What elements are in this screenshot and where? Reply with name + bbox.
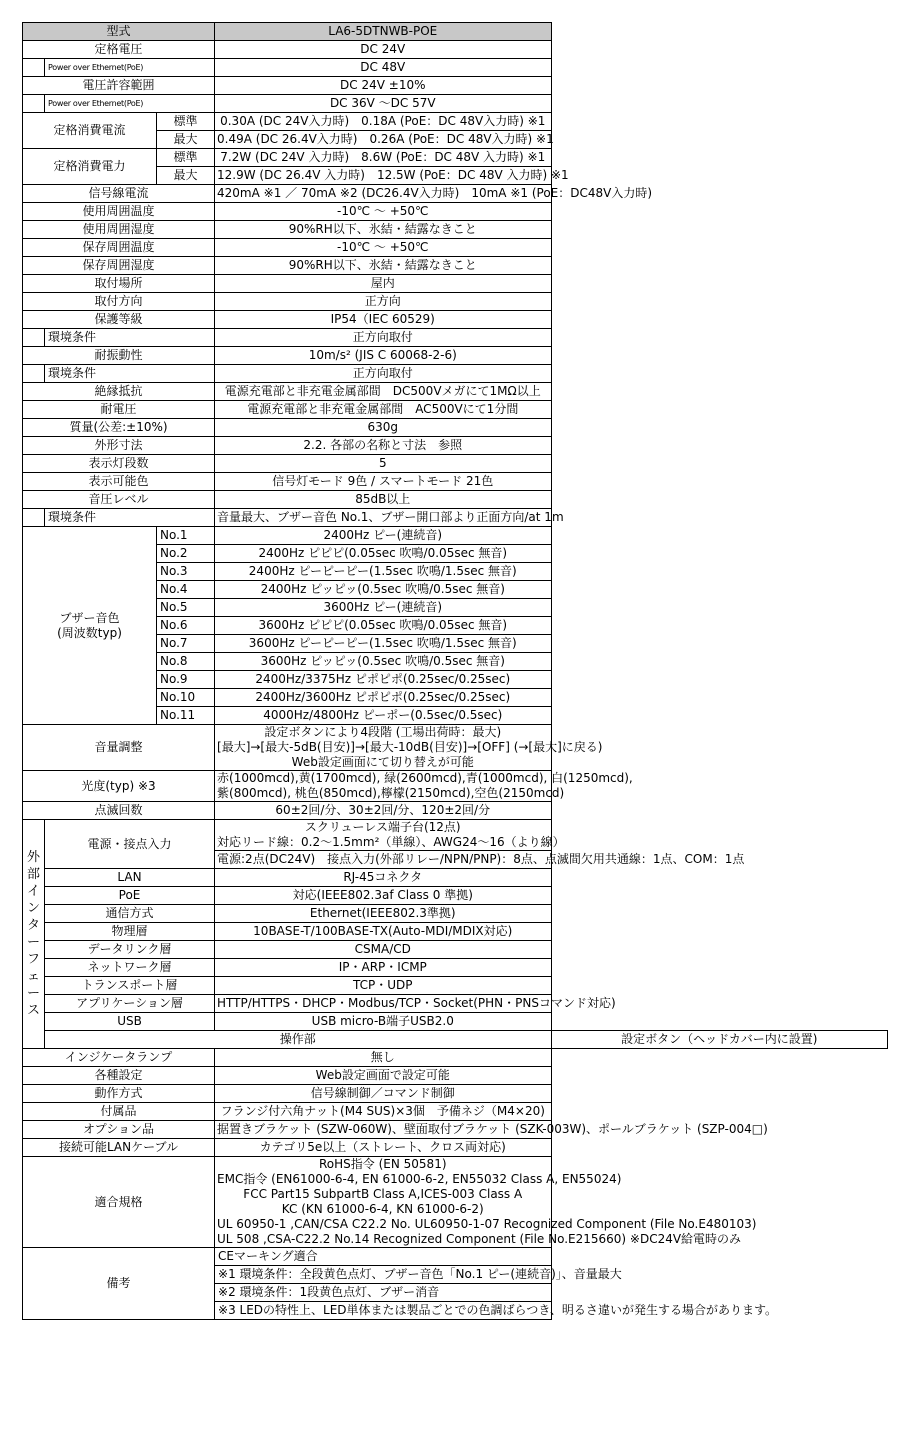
- spec-row: [23, 311, 888, 329]
- spec-row: [23, 113, 888, 131]
- settings-value: Web設定画面で設定可能: [215, 1067, 551, 1085]
- indicator-label: インジケータランプ: [23, 1049, 215, 1067]
- buzzer-tone: 4000Hz/4800Hz ピーポー(0.5sec/0.5sec): [215, 707, 551, 725]
- spec-row: [23, 977, 888, 995]
- luminance-value: [215, 771, 633, 802]
- buzzer-tone: 3600Hz ピーピーピー(1.5sec 吹鳴/1.5sec 無音): [215, 635, 551, 653]
- usb-label: USB: [45, 1013, 215, 1031]
- luminance-label: 光度(typ) ※3: [23, 771, 215, 802]
- power-input-label: 電源・接点入力: [45, 820, 215, 869]
- buzzer-no: No.8: [157, 653, 215, 671]
- blink-label: 点滅回数: [23, 802, 215, 820]
- voltage-tolerance-value: DC 24V ±10%: [215, 77, 551, 95]
- remarks-line: ※1 環境条件：全段黄色点灯、ブザー音色「No.1 ピー(連続音)」、音量最大: [215, 1266, 551, 1284]
- direction-value: 正方向: [215, 293, 551, 311]
- ext-interface-label: 外部インターフェース: [23, 820, 45, 1049]
- sound-env-label: 環境条件: [45, 509, 215, 527]
- spec-row: [23, 959, 888, 977]
- spec-row: [23, 455, 888, 473]
- spec-row: [23, 239, 888, 257]
- sound-env-indent: [23, 509, 45, 527]
- op-temp-value: -10℃ ～ +50℃: [215, 203, 551, 221]
- vibration-value: 10m/s² (JIS C 60068-2-6): [215, 347, 551, 365]
- mass-value: 630g: [215, 419, 551, 437]
- spec-row: [23, 941, 888, 959]
- standards-value: [215, 1157, 757, 1248]
- buzzer-label: ブザー音色 (周波数typ): [23, 527, 157, 725]
- line: EMC指令 (EN61000-6-4, EN 61000-6-2, EN55032 Class A, EN55024): [217, 1172, 622, 1186]
- indicator-value: 無し: [215, 1049, 551, 1067]
- comm-value: Ethernet(IEEE802.3準拠): [215, 905, 551, 923]
- current-std-value: 0.30A (DC 24V入力時) 0.18A (PoE：DC 48V入力時) ※1: [215, 113, 551, 131]
- buzzer-no: No.9: [157, 671, 215, 689]
- current-max-value: 0.49A (DC 26.4V入力時) 0.26A (PoE：DC 48V入力時) ※1: [215, 131, 551, 149]
- spec-row: [23, 329, 888, 347]
- spec-row: [23, 1121, 888, 1139]
- spec-row: [23, 802, 888, 820]
- buzzer-no: No.11: [157, 707, 215, 725]
- sound-env-value: 音量最大、ブザー音色 No.1、ブザー開口部より正面方向/at 1m: [215, 509, 551, 527]
- spec-row: [23, 257, 888, 275]
- remarks-line: ※2 環境条件：1段黄色点灯、ブザー消音: [215, 1284, 551, 1302]
- application-label: アプリケーション層: [45, 995, 215, 1013]
- line: FCC Part15 SubpartB Class A,ICES-003 Class A: [243, 1187, 523, 1201]
- line: スクリューレス端子台(12点): [304, 820, 461, 834]
- vibration-label: 耐振動性: [23, 347, 215, 365]
- spec-row: [23, 437, 888, 455]
- st-humidity-value: 90%RH以下、氷結・結露なきこと: [215, 257, 551, 275]
- options-label: オプション品: [23, 1121, 215, 1139]
- spec-row: [23, 473, 888, 491]
- buzzer-tone: 3600Hz ピッピッ(0.5sec 吹鳴/0.5sec 無音): [215, 653, 551, 671]
- phys-value: 10BASE-T/100BASE-TX(Auto-MDI/MDIX対応): [215, 923, 551, 941]
- line: UL 60950-1 ,CAN/CSA C22.2 No. UL60950-1-07 Recognized Component (File No.E480103): [217, 1217, 757, 1231]
- datalink-label: データリンク層: [45, 941, 215, 959]
- buzzer-no: No.10: [157, 689, 215, 707]
- spec-row: [23, 185, 888, 203]
- buzzer-tone: 2400Hz ピーピーピー(1.5sec 吹鳴/1.5sec 無音): [215, 563, 551, 581]
- buzzer-no: No.3: [157, 563, 215, 581]
- buzzer-tone: 2400Hz/3375Hz ピポピポ(0.25sec/0.25sec): [215, 671, 551, 689]
- operation-label: 操作部: [45, 1031, 552, 1049]
- vibration-env-label: 環境条件: [45, 365, 215, 383]
- rated-voltage-poe-value: DC 48V: [215, 59, 551, 77]
- spec-table: [22, 22, 888, 1320]
- current-max-label: 最大: [157, 131, 215, 149]
- insulation-value: 電源充電部と非充電金属部間 DC500Vメガにて1MΩ以上: [215, 383, 551, 401]
- buzzer-tone: 2400Hz/3600Hz ピポピポ(0.25sec/0.25sec): [215, 689, 551, 707]
- standards-label: 適合規格: [23, 1157, 215, 1248]
- blink-value: 60±2回/分、30±2回/分、120±2回/分: [215, 802, 551, 820]
- buzzer-tone: 2400Hz ピッピッ(0.5sec 吹鳴/0.5sec 無音): [215, 581, 551, 599]
- st-temp-value: -10℃ ～ +50℃: [215, 239, 551, 257]
- line: 赤(1000mcd),黄(1700mcd), 緑(2600mcd),青(1000mcd), 白(1250mcd),: [217, 771, 633, 785]
- protection-env-value: 正方向取付: [215, 329, 551, 347]
- line: [最大]→[最大-5dB(目安)]→[最大-10dB(目安)]→[OFF] (→[最大]に戻る): [217, 740, 603, 754]
- location-label: 取付場所: [23, 275, 215, 293]
- vibration-env-value: 正方向取付: [215, 365, 551, 383]
- protection-env-indent: [23, 329, 45, 347]
- spec-row: [23, 1248, 888, 1266]
- line: 紫(800mcd), 桃色(850mcd),檸檬(2150mcd),空色(2150mcd): [217, 786, 565, 800]
- buzzer-no: No.5: [157, 599, 215, 617]
- spec-row: [23, 59, 888, 77]
- sound-level-label: 音圧レベル: [23, 491, 215, 509]
- spec-row: [23, 401, 888, 419]
- mode-value: 信号線制御／コマンド制御: [215, 1085, 551, 1103]
- direction-label: 取付方向: [23, 293, 215, 311]
- protection-value: IP54（IEC 60529): [215, 311, 551, 329]
- rated-voltage-poe-indent: [23, 59, 45, 77]
- spec-row: [23, 1157, 888, 1248]
- rated-voltage-label: 定格電圧: [23, 41, 215, 59]
- options-value: 据置きブラケット (SZW-060W)、壁面取付ブラケット (SZK-003W)、ポールブラケット (SZP-004□): [215, 1121, 551, 1139]
- tiers-value: 5: [215, 455, 551, 473]
- application-value: HTTP/HTTPS・DHCP・Modbus/TCP・Socket(PHN・PNSコマンド対応): [215, 995, 551, 1013]
- spec-row: [23, 771, 888, 802]
- lan-cable-label: 接続可能LANケーブル: [23, 1139, 215, 1157]
- line: RoHS指令 (EN 50581): [319, 1157, 447, 1171]
- lan-cable-value: カテゴリ5e以上（ストレート、クロス両対応): [215, 1139, 551, 1157]
- current-std-label: 標準: [157, 113, 215, 131]
- accessories-label: 付属品: [23, 1103, 215, 1121]
- lan-label: LAN: [45, 869, 215, 887]
- st-humidity-label: 保存周囲湿度: [23, 257, 215, 275]
- spec-row: [23, 221, 888, 239]
- buzzer-no: No.7: [157, 635, 215, 653]
- comm-label: 通信方式: [45, 905, 215, 923]
- rated-voltage-poe-label: Power over Ethernet(PoE): [45, 59, 215, 77]
- remarks-label: 備考: [23, 1248, 215, 1320]
- spec-row: [23, 149, 888, 167]
- volume-value: [215, 725, 603, 771]
- spec-row: [23, 365, 888, 383]
- buzzer-tone: 2400Hz ピー(連続音): [215, 527, 551, 545]
- transport-label: トランスポート層: [45, 977, 215, 995]
- spec-row: [23, 383, 888, 401]
- spec-row: [23, 887, 888, 905]
- power-max-value: 12.9W (DC 26.4V 入力時) 12.5W (PoE：DC 48V 入力時) ※1: [215, 167, 551, 185]
- colors-value: 信号灯モード 9色 / スマートモード 21色: [215, 473, 551, 491]
- buzzer-no: No.6: [157, 617, 215, 635]
- op-temp-label: 使用周囲温度: [23, 203, 215, 221]
- poe-label: PoE: [45, 887, 215, 905]
- spec-row: [23, 869, 888, 887]
- withstand-value: 電源充電部と非充電金属部間 AC500Vにて1分間: [215, 401, 551, 419]
- spec-row: [23, 905, 888, 923]
- poe-value: 対応(IEEE802.3af Class 0 準拠): [215, 887, 551, 905]
- spec-row: [23, 1085, 888, 1103]
- spec-row: [23, 923, 888, 941]
- mass-label: 質量(公差:±10%): [23, 419, 215, 437]
- buzzer-no: No.1: [157, 527, 215, 545]
- power-max-label: 最大: [157, 167, 215, 185]
- location-value: 屋内: [215, 275, 551, 293]
- spec-row: [23, 1013, 888, 1031]
- dimensions-label: 外形寸法: [23, 437, 215, 455]
- line: 対応リード線：0.2～1.5mm²（単線）、AWG24～16（より線）: [217, 835, 565, 849]
- spec-row: [23, 1139, 888, 1157]
- mode-label: 動作方式: [23, 1085, 215, 1103]
- spec-row: [23, 820, 888, 851]
- spec-row: [23, 725, 888, 771]
- voltage-tolerance-poe-value: DC 36V ～DC 57V: [215, 95, 551, 113]
- buzzer-no: No.2: [157, 545, 215, 563]
- spec-row: [23, 1103, 888, 1121]
- datalink-value: CSMA/CD: [215, 941, 551, 959]
- model-value: LA6-5DTNWB-POE: [215, 23, 551, 41]
- voltage-tolerance-poe-indent: [23, 95, 45, 113]
- usb-value: USB micro-B端子USB2.0: [215, 1013, 551, 1031]
- spec-row: [23, 995, 888, 1013]
- spec-row: [23, 527, 888, 545]
- signal-current-label: 信号線電流: [23, 185, 215, 203]
- colors-label: 表示可能色: [23, 473, 215, 491]
- spec-row: [23, 491, 888, 509]
- tiers-label: 表示灯段数: [23, 455, 215, 473]
- accessories-value: フランジ付六角ナット(M4 SUS)×3個 予備ネジ（M4×20): [215, 1103, 551, 1121]
- st-temp-label: 保存周囲温度: [23, 239, 215, 257]
- spec-row: [23, 275, 888, 293]
- line: KC (KN 61000-6-4, KN 61000-6-2): [281, 1202, 484, 1216]
- power-input-detail: 電源:2点(DC24V) 接点入力(外部リレー/NPN/PNP)：8点、点滅間欠用共通線：1点、COM：1点: [215, 851, 551, 869]
- operation-value: 設定ボタン（ヘッドカバー内に設置): [551, 1031, 888, 1049]
- spec-row: [23, 77, 888, 95]
- buzzer-no: No.4: [157, 581, 215, 599]
- spec-row: [23, 419, 888, 437]
- spec-row: [23, 95, 888, 113]
- power-std-label: 標準: [157, 149, 215, 167]
- protection-label: 保護等級: [23, 311, 215, 329]
- spec-row: [23, 1049, 888, 1067]
- network-value: IP・ARP・ICMP: [215, 959, 551, 977]
- phys-label: 物理層: [45, 923, 215, 941]
- line: 設定ボタンにより4段階 (工場出荷時：最大): [264, 725, 502, 739]
- power-label: 定格消費電力: [23, 149, 157, 185]
- lan-value: RJ-45コネクタ: [215, 869, 551, 887]
- protection-env-label: 環境条件: [45, 329, 215, 347]
- remarks-line: CEマーキング適合: [215, 1248, 551, 1266]
- spec-row: [23, 41, 888, 59]
- dimensions-value: 2.2. 各部の名称と寸法 参照: [215, 437, 551, 455]
- power-std-value: 7.2W (DC 24V 入力時) 8.6W (PoE：DC 48V 入力時) ※1: [215, 149, 551, 167]
- voltage-tolerance-label: 電圧許容範囲: [23, 77, 215, 95]
- op-humidity-value: 90%RH以下、氷結・結露なきこと: [215, 221, 551, 239]
- withstand-label: 耐電圧: [23, 401, 215, 419]
- network-label: ネットワーク層: [45, 959, 215, 977]
- signal-current-value: 420mA ※1 ／ 70mA ※2 (DC26.4V入力時) 10mA ※1 (PoE：DC48V入力時): [215, 185, 551, 203]
- settings-label: 各種設定: [23, 1067, 215, 1085]
- op-humidity-label: 使用周囲湿度: [23, 221, 215, 239]
- remarks-line: ※3 LEDの特性上、LED単体または製品ごとでの色調ばらつき、明るさ違いが発生する場合があります。: [215, 1302, 551, 1320]
- rated-voltage-value: DC 24V: [215, 41, 551, 59]
- vibration-env-indent: [23, 365, 45, 383]
- spec-row: [23, 293, 888, 311]
- line: Web設定画面にて切り替えが可能: [291, 755, 474, 769]
- buzzer-tone: 2400Hz ピピピ(0.05sec 吹鳴/0.05sec 無音): [215, 545, 551, 563]
- voltage-tolerance-poe-label: Power over Ethernet(PoE): [45, 95, 215, 113]
- volume-label: 音量調整: [23, 725, 215, 771]
- insulation-label: 絶縁抵抗: [23, 383, 215, 401]
- spec-row: [23, 1031, 888, 1049]
- spec-row: [23, 23, 888, 41]
- current-label: 定格消費電流: [23, 113, 157, 149]
- transport-value: TCP・UDP: [215, 977, 551, 995]
- spec-row: [23, 203, 888, 221]
- buzzer-tone: 3600Hz ピピピ(0.05sec 吹鳴/0.05sec 無音): [215, 617, 551, 635]
- sound-level-value: 85dB以上: [215, 491, 551, 509]
- line: UL 508 ,CSA-C22.2 No.14 Recognized Component (File No.E215660) ※DC24V給電時のみ: [217, 1232, 742, 1246]
- power-input-value: [215, 820, 565, 851]
- model-label: 型式: [23, 23, 215, 41]
- buzzer-tone: 3600Hz ピー(連続音): [215, 599, 551, 617]
- spec-row: [23, 509, 888, 527]
- spec-row: [23, 347, 888, 365]
- spec-row: [23, 1067, 888, 1085]
